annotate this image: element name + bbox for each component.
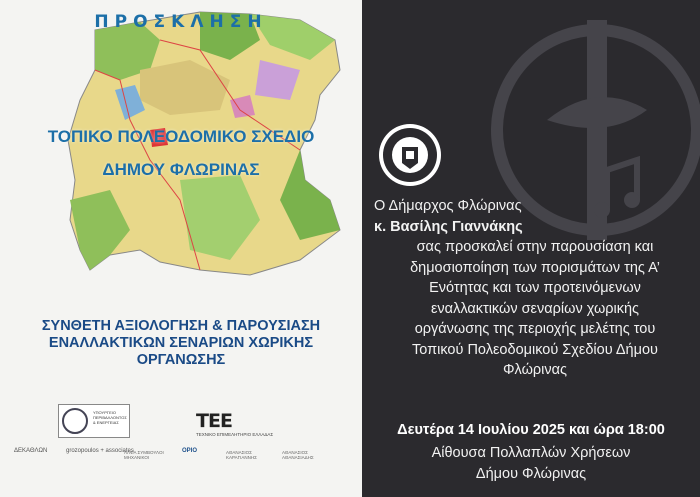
tee-subtitle: ΤΕΧΝΙΚΟ ΕΠΙΜΕΛΗΤΗΡΙΟ ΕΛΛΑΔΑΣ [196, 432, 274, 437]
event-venue [362, 443, 700, 484]
subtitle-line-1: ΣΥΝΘΕΤΗ ΑΞΙΟΛΟΓΗΣΗ & ΠΑΡΟΥΣΙΑΣΗ [41, 318, 321, 334]
partner-logo: ΑΛΦΑ ΣΥΜΒΟΥΛΟΙ ΜΗΧΑΝΙΚΟΙ [124, 450, 164, 460]
partner-logo: ΔΕΚΑΘΛΩΝ [14, 448, 48, 454]
ministry-logo [58, 404, 130, 438]
message-line: Τοπικού Πολεοδομικού Σχεδίου Δήμου [412, 341, 658, 358]
subtitle-line-2: ΕΝΑΛΛΑΚΤΙΚΩΝ ΣΕΝΑΡΙΩΝ ΧΩΡΙΚΗΣ [48, 335, 314, 351]
message-line: Φλώρινας [502, 362, 567, 378]
partner-logo: grozopoulos + associates [66, 448, 134, 454]
venue-line-1: Αίθουσα Πολλαπλών Χρήσεων [431, 445, 631, 461]
partner-logo: ΟΡΙΟ [182, 448, 198, 454]
plan-title-line-2: ΔΗΜΟΥ ΦΛΩΡΙΝΑΣ [102, 160, 260, 179]
plan-title-line-1: ΤΟΠΙΚΟ ΠΟΛΕΟΔΟΜΙΚΟ ΣΧΕΔΙΟ [47, 127, 315, 146]
mayor-title: Ο Δήμαρχος Φλώρινας [374, 198, 522, 214]
ministry-seal-icon [62, 408, 88, 434]
message-line: δημοσιοποίηση των πορισμάτων της Α’ [410, 259, 660, 276]
presentation-subtitle [10, 318, 352, 369]
partner-logo: ΑΘΑΝΑΣΙΟΣ ΚΑΡΑΓΙΑΝΝΗΣ [226, 450, 257, 460]
message-line: εναλλακτικών σεναρίων χωρικής [430, 300, 640, 317]
mayor-name: κ. Βασίλης Γιαννάκης [374, 218, 523, 235]
venue-line-2: Δήμου Φλώρινας [475, 465, 587, 482]
invitation-heading: ΠΡΟΣΚΛΗΣΗ [94, 12, 268, 32]
ministry-name: ΥΠΟΥΡΓΕΙΟ ΠΕΡΙΒΑΛΛΟΝΤΟΣ & ΕΝΕΡΓΕΙΑΣ [93, 410, 127, 425]
invitation-message [362, 196, 700, 381]
sponsor-logos [0, 396, 362, 497]
subtitle-line-3: ΟΡΓΑΝΩΣΗΣ [136, 352, 226, 368]
message-line: Ενότητας και των προτεινόμενων [429, 280, 641, 296]
message-line: οργάνωσης της περιοχής μελέτης του [414, 321, 656, 337]
message-line: σας προσκαλεί στην παρουσίαση και [416, 239, 654, 255]
invitation-right-panel [362, 0, 700, 497]
event-date: Δευτέρα 14 Ιουλίου 2025 και ώρα 18:00 [397, 422, 665, 438]
partner-logo: ΑΘΑΝΑΣΙΟΣ ΑΘΑΝΑΣΙΑΔΗΣ [282, 450, 314, 460]
tee-logo: ΤΕΕ [196, 410, 232, 432]
municipality-crest-icon [378, 123, 442, 187]
plan-title [0, 120, 362, 186]
